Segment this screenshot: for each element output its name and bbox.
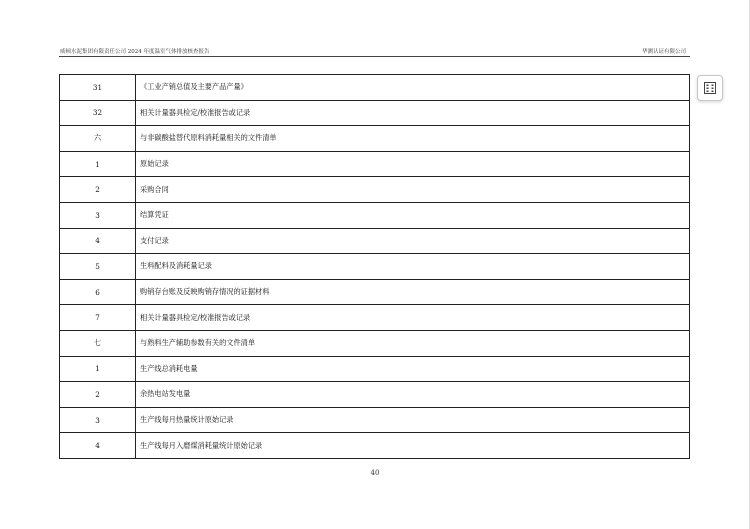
row-text: 与熟料生产辅助参数有关的文件清单 (136, 330, 690, 356)
table-row (60, 330, 690, 356)
row-number: 1 (60, 356, 136, 382)
table-row (60, 433, 690, 459)
table-row (60, 279, 690, 305)
side-toolbar-button[interactable] (697, 75, 723, 101)
row-text: 与非碳酸盐替代原料消耗量相关的文件清单 (136, 126, 690, 152)
row-number: 6 (60, 279, 136, 305)
row-text: 生产线总消耗电量 (136, 356, 690, 382)
document-list-table (59, 74, 690, 459)
table-row (60, 202, 690, 228)
table-row (60, 100, 690, 126)
table-row (60, 75, 690, 101)
page-number: 40 (370, 469, 380, 477)
row-number: 2 (60, 177, 136, 203)
row-text: 相关计量器具检定/校准报告或记录 (136, 305, 690, 331)
table-row (60, 356, 690, 382)
building-icon (703, 81, 717, 95)
row-number: 4 (60, 228, 136, 254)
table-row (60, 305, 690, 331)
table-row (60, 382, 690, 408)
header-report-title: 威顿水泥集团有限责任公司 2024 年度温室气体排放核查报告 (60, 49, 210, 55)
row-text: 原始记录 (136, 151, 690, 177)
table-row (60, 407, 690, 433)
row-number: 2 (60, 382, 136, 408)
row-number: 31 (60, 75, 136, 101)
row-text: 购销存台账及反映购销存情况的证据材料 (136, 279, 690, 305)
row-text: 相关计量器具检定/校准报告或记录 (136, 100, 690, 126)
header-divider (59, 56, 690, 57)
row-text: 支付记录 (136, 228, 690, 254)
row-number: 7 (60, 305, 136, 331)
row-number: 3 (60, 407, 136, 433)
header-company: 华测认证有限公司 (641, 49, 686, 55)
table-row (60, 254, 690, 280)
row-number: 1 (60, 151, 136, 177)
row-number: 4 (60, 433, 136, 459)
row-text: 余热电站发电量 (136, 382, 690, 408)
table-row (60, 177, 690, 203)
row-text: 生料配料及消耗量记录 (136, 254, 690, 280)
row-number: 3 (60, 202, 136, 228)
table-row (60, 151, 690, 177)
row-text: 生产线每月入磨煤消耗量统计原始记录 (136, 433, 690, 459)
row-text: 《工业产销总值及主要产品产量》 (136, 75, 690, 101)
row-text: 结算凭证 (136, 202, 690, 228)
row-number: 六 (60, 126, 136, 152)
row-text: 采购合同 (136, 177, 690, 203)
row-number: 5 (60, 254, 136, 280)
row-number: 七 (60, 330, 136, 356)
table-row (60, 126, 690, 152)
row-text: 生产线每月热量统计原始记录 (136, 407, 690, 433)
row-number: 32 (60, 100, 136, 126)
table-row (60, 228, 690, 254)
